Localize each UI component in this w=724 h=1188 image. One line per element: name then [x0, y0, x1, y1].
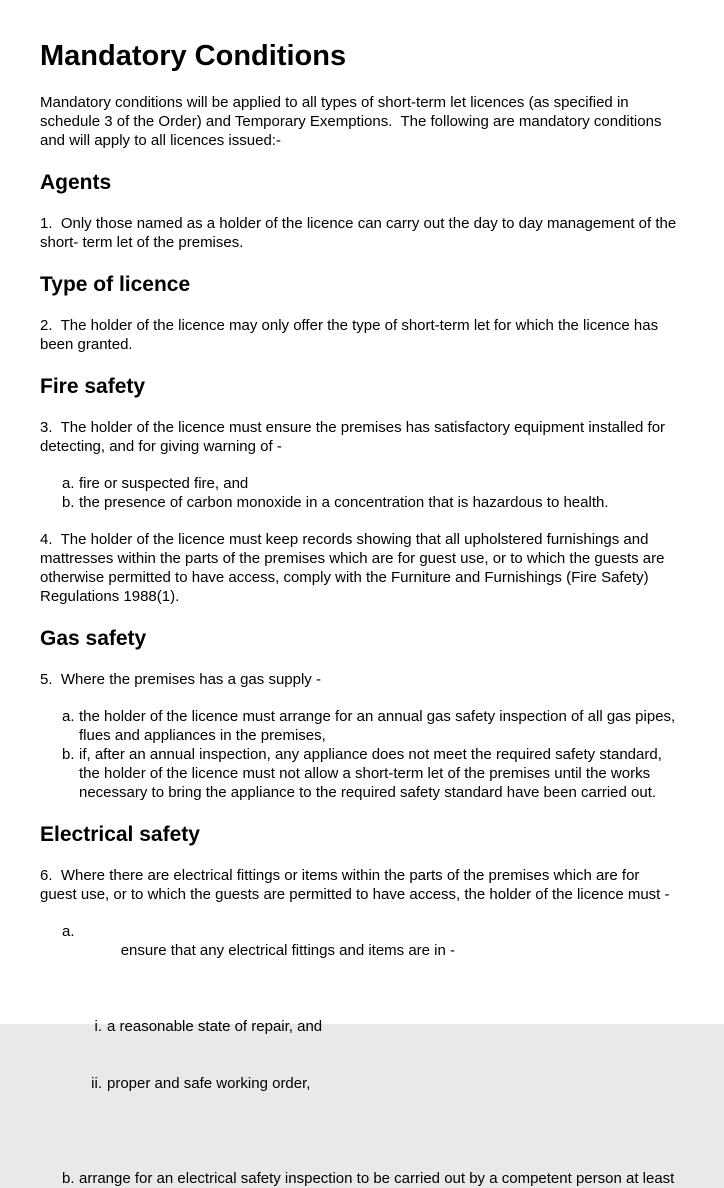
list-item-6a-i: [79, 1017, 680, 1036]
list-item-5b: [62, 745, 680, 802]
list-item-body: [79, 922, 680, 1169]
list-item-text: fire or suspected fire, and: [79, 475, 249, 492]
section-heading-electrical-safety: Electrical safety: [40, 823, 200, 846]
list-item-3b: [62, 493, 680, 512]
condition-4: 4. The holder of the licence must keep records showing that all upholstered furnishings and mattresses within the parts of the premises which are for guest use, or to which the guests are otherwise permitted to have access, comply with the Furniture and Furnishings (Fire Safety) Regulations 1988(1).: [40, 531, 669, 605]
section-heading-fire-safety: Fire safety: [40, 375, 146, 398]
list-item-3a: [62, 474, 680, 493]
section-heading-gas-safety: Gas safety: [40, 627, 147, 650]
section-type-of-licence: [40, 274, 680, 354]
list-item-text: proper and safe working order,: [107, 1075, 311, 1092]
condition-3: 3. The holder of the licence must ensure the premises has satisfactory equipment installed for detecting, and for giving warning of -: [40, 419, 670, 455]
list-item-text: the holder of the licence must arrange for an annual gas safety inspection of all gas pipes, flues and appliances in the premises,: [79, 708, 680, 744]
list-item-6b: [62, 1169, 680, 1188]
condition-5-sublist: [40, 707, 680, 802]
list-item-text: arrange for an electrical safety inspection to be carried out by a competent person at least: [79, 1170, 675, 1187]
list-marker: b.: [62, 494, 75, 511]
condition-5: 5. Where the premises has a gas supply -: [40, 671, 321, 688]
list-item-5a: [62, 707, 680, 745]
list-marker: b.: [62, 746, 75, 763]
page-title: Mandatory Conditions: [40, 40, 347, 72]
list-item-text: a reasonable state of repair, and: [107, 1018, 323, 1035]
list-marker: a.: [62, 923, 75, 940]
condition-6-sublist: [40, 922, 680, 1188]
list-marker: a.: [62, 475, 75, 492]
list-item-text: ensure that any electrical fittings and items are in -: [120, 942, 456, 959]
section-heading-agents: Agents: [40, 171, 112, 194]
section-agents: [40, 172, 680, 252]
section-gas-safety: [40, 628, 680, 802]
condition-6a-roman-sublist: [79, 979, 680, 1131]
list-marker: i.: [94, 1018, 102, 1035]
condition-3-sublist: [40, 474, 680, 512]
list-item-text: the presence of carbon monoxide in a concentration that is hazardous to health.: [79, 494, 609, 511]
section-heading-type-of-licence: Type of licence: [40, 273, 191, 296]
list-marker: b.: [62, 1170, 75, 1187]
intro-paragraph: Mandatory conditions will be applied to all types of short-term let licences (as specified in schedule 3 of the Order) and Temporary Exemptions. The following are mandatory conditions and will apply to all licences issued:-: [40, 94, 666, 149]
list-marker: ii.: [91, 1075, 102, 1092]
condition-1: 1. Only those named as a holder of the licence can carry out the day to day management of the short- term let of the premises.: [40, 215, 681, 251]
list-marker: a.: [62, 708, 75, 725]
section-fire-safety: [40, 376, 680, 606]
section-electrical-safety: [40, 824, 680, 1188]
condition-6: 6. Where there are electrical fittings or items within the parts of the premises which are for guest use, or to which the guests are permitted to have access, the holder of the licence must -: [40, 867, 670, 903]
list-item-6a: [62, 922, 680, 1169]
condition-2: 2. The holder of the licence may only offer the type of short-term let for which the licence has been granted.: [40, 317, 663, 353]
list-item-6a-ii: [79, 1074, 680, 1093]
list-item-text: if, after an annual inspection, any appliance does not meet the required safety standard, the holder of the licence must not allow a short-term let of the premises until the works necessary to bring the appliance to the required safety standard have been carried out.: [79, 746, 667, 801]
